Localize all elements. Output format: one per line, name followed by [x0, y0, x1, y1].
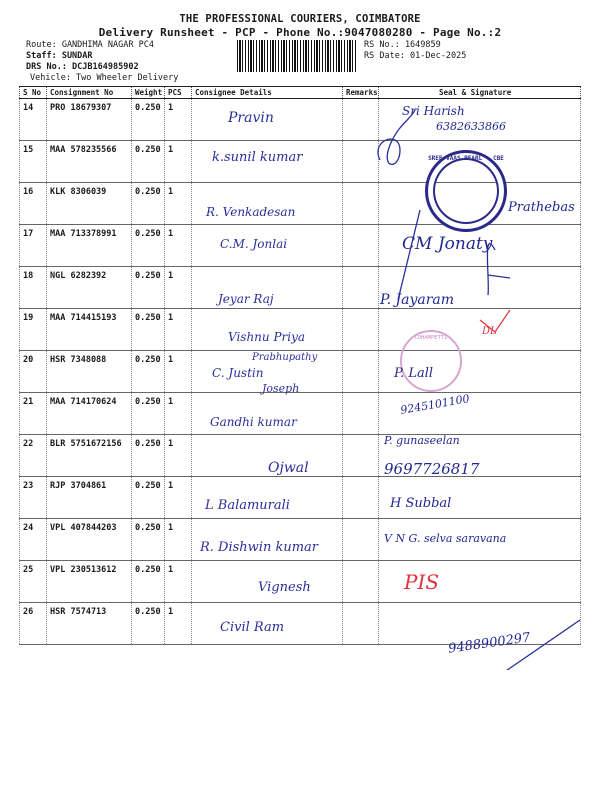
- row-sno: 20: [20, 351, 47, 393]
- row-consignment-no: BLR 5751672156: [47, 435, 132, 477]
- signature-phone: 6382633866: [436, 120, 506, 133]
- handwritten-name: R. Dishwin kumar: [200, 540, 319, 555]
- row-sno: 26: [20, 603, 47, 645]
- signature: P. Jayaram: [380, 292, 455, 308]
- row-pcs: 1: [165, 477, 192, 519]
- row-pcs: 1: [165, 603, 192, 645]
- row-pcs: 1: [165, 267, 192, 309]
- row-sno: 15: [20, 141, 47, 183]
- row-pcs: 1: [165, 309, 192, 351]
- row-weight: 0.250: [132, 99, 165, 141]
- row-weight: 0.250: [132, 351, 165, 393]
- rs-number: RS No.: 1649859: [364, 40, 441, 50]
- row-sno: 19: [20, 309, 47, 351]
- row-consignment-no: HSR 7348088: [47, 351, 132, 393]
- row-consignment-no: HSR 7574713: [47, 603, 132, 645]
- row-weight: 0.250: [132, 519, 165, 561]
- signature: V N G. selva saravana: [384, 532, 507, 545]
- rs-date: RS Date: 01-Dec-2025: [364, 51, 467, 61]
- row-sno: 14: [20, 99, 47, 141]
- row-consignee-details: [192, 435, 343, 477]
- col-consignment: Consignment No: [47, 87, 132, 99]
- handwritten-name: Ojwal: [268, 460, 309, 476]
- row-weight: 0.250: [132, 393, 165, 435]
- row-weight: 0.250: [132, 561, 165, 603]
- row-consignment-no: MAA 713378991: [47, 225, 132, 267]
- handwritten-name: C. Justin: [212, 366, 264, 380]
- row-pcs: 1: [165, 393, 192, 435]
- signature-loop-stroke: [378, 110, 415, 164]
- row-pcs: 1: [165, 435, 192, 477]
- row-sno: 18: [20, 267, 47, 309]
- row-pcs: 1: [165, 183, 192, 225]
- row-pcs: 1: [165, 519, 192, 561]
- handwritten-name: Prabhupathy: [252, 352, 318, 363]
- row-sno: 17: [20, 225, 47, 267]
- rs-info: [364, 40, 466, 62]
- row-pcs: 1: [165, 225, 192, 267]
- signature: PIS: [404, 570, 440, 594]
- signature: Prathebas: [508, 200, 575, 215]
- signature: CM Jonaty: [402, 234, 493, 254]
- row-sno: 21: [20, 393, 47, 435]
- red-check-stroke: [480, 310, 510, 332]
- table-header-row: [20, 87, 581, 99]
- drs-line: DRS No.: DCJB164985902: [26, 62, 139, 72]
- row-sno: 22: [20, 435, 47, 477]
- row-sno: 25: [20, 561, 47, 603]
- signature: H Subbal: [390, 496, 452, 511]
- signature: P. gunaseelan: [384, 434, 460, 447]
- row-consignment-no: VPL 407844203: [47, 519, 132, 561]
- signature: Sri Harish: [402, 104, 465, 118]
- staff-line: Staff: SUNDAR: [26, 51, 93, 61]
- route-info: [26, 40, 154, 73]
- signature: P. Lall: [394, 366, 434, 381]
- row-sno: 16: [20, 183, 47, 225]
- row-consignment-no: RJP 3704861: [47, 477, 132, 519]
- signature-slash-stroke: [398, 210, 420, 300]
- vehicle-line: Vehicle: Two Wheeler Delivery: [30, 73, 179, 83]
- col-sno: S No: [20, 87, 47, 99]
- col-seal: Seal & Signature: [379, 87, 581, 99]
- signature-phone: 9697726817: [384, 460, 480, 478]
- runsheet-subtitle: Delivery Runsheet - PCP - Phone No.:9047080280 - Page No.:2: [98, 26, 502, 39]
- company-title: THE PROFESSIONAL COURIERS, COIMBATORE: [179, 13, 421, 25]
- signature-line-stroke: [488, 275, 510, 278]
- row-weight: 0.250: [132, 225, 165, 267]
- row-consignment-no: PRO 18679307: [47, 99, 132, 141]
- row-weight: 0.250: [132, 267, 165, 309]
- row-sno: 24: [20, 519, 47, 561]
- row-weight: 0.250: [132, 477, 165, 519]
- row-sno: 23: [20, 477, 47, 519]
- signature-phone: 9245101100: [399, 392, 471, 417]
- row-pcs: 1: [165, 351, 192, 393]
- signature-curve-stroke: [487, 244, 495, 295]
- row-weight: 0.250: [132, 435, 165, 477]
- faded-seal-stamp: COHAMPETTI: [400, 330, 462, 392]
- row-consignment-no: MAA 714415193: [47, 309, 132, 351]
- route-line: Route: GANDHIMA NAGAR PC4: [26, 40, 154, 50]
- handwritten-name: Civil Ram: [220, 620, 285, 635]
- barcode-image: [237, 40, 357, 72]
- row-consignment-no: NGL 6282392: [47, 267, 132, 309]
- row-weight: 0.250: [132, 183, 165, 225]
- row-consignment-no: MAA 714170624: [47, 393, 132, 435]
- row-weight: 0.250: [132, 603, 165, 645]
- handwritten-name: Pravin: [228, 110, 274, 126]
- handwritten-name: k.sunil kumar: [212, 150, 303, 165]
- signature-phone: 9488900297: [447, 630, 532, 657]
- col-pcs: PCS: [165, 87, 192, 99]
- handwritten-name: Vignesh: [258, 580, 311, 595]
- handwritten-name: C.M. Jonlai: [220, 237, 288, 251]
- handwritten-name: Jeyar Raj: [218, 292, 274, 306]
- row-pcs: 1: [165, 99, 192, 141]
- signature-underline-stroke: [500, 620, 580, 670]
- signature: DL: [482, 326, 497, 337]
- row-consignment-no: MAA 578235566: [47, 141, 132, 183]
- row-consignment-no: KLK 8306039: [47, 183, 132, 225]
- row-pcs: 1: [165, 561, 192, 603]
- row-weight: 0.250: [132, 141, 165, 183]
- company-seal-stamp: SREE VAAS PEARL · CBE: [425, 150, 507, 232]
- row-weight: 0.250: [132, 309, 165, 351]
- handwritten-name: Vishnu Priya: [228, 330, 306, 344]
- col-weight: Weight: [132, 87, 165, 99]
- signature-strokes: [370, 100, 600, 670]
- handwritten-name: R. Venkadesan: [206, 205, 296, 219]
- row-consignment-no: VPL 230513612: [47, 561, 132, 603]
- col-remarks: Remarks: [343, 87, 379, 99]
- handwritten-name: L Balamurali: [205, 498, 290, 513]
- row-pcs: 1: [165, 141, 192, 183]
- col-consignee: Consignee Details: [192, 87, 343, 99]
- handwritten-name: Gandhi kumar: [210, 415, 297, 429]
- handwritten-name: Joseph: [262, 382, 300, 395]
